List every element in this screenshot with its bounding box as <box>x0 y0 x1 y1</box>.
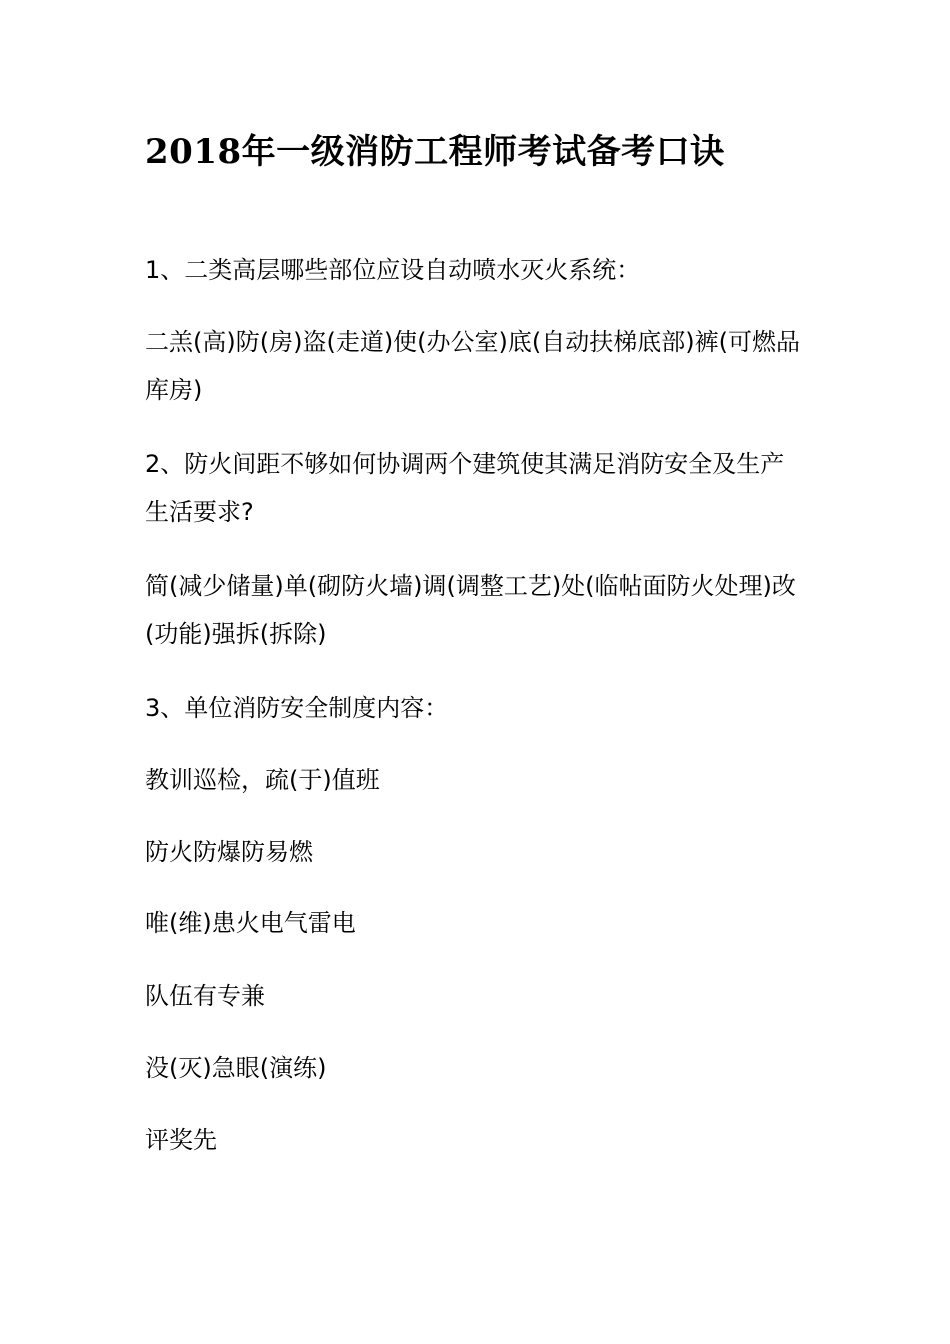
question-3: 3、单位消防安全制度内容： <box>145 694 449 722</box>
list-item: 教训巡检，疏(于)值班 <box>145 766 380 794</box>
list-item: 评奖先 <box>145 1126 217 1154</box>
list-item: 防火防爆防易燃 <box>145 838 313 866</box>
list-item: 没(灭)急眼(演练) <box>145 1054 327 1082</box>
list-item: 唯(维)患火电气雷电 <box>145 909 356 937</box>
answer-1: 二羔(高)防(房)盗(走道)使(办公室)底(自动扶梯底部)裤(可燃品库房) <box>145 328 800 404</box>
question-1: 1、二类高层哪些部位应设自动喷水灭火系统： <box>145 256 641 284</box>
document-title: 2018年一级消防工程师考试备考口诀 <box>145 132 725 172</box>
answer-2: 简(减少储量)单(砌防火墙)调(调整工艺)处(临帖面防火处理)改(功能)强拆(拆除) <box>145 572 796 648</box>
list-item: 队伍有专兼 <box>145 982 265 1010</box>
question-2: 2、防火间距不够如何协调两个建筑使其满足消防安全及生产生活要求? <box>145 450 785 526</box>
